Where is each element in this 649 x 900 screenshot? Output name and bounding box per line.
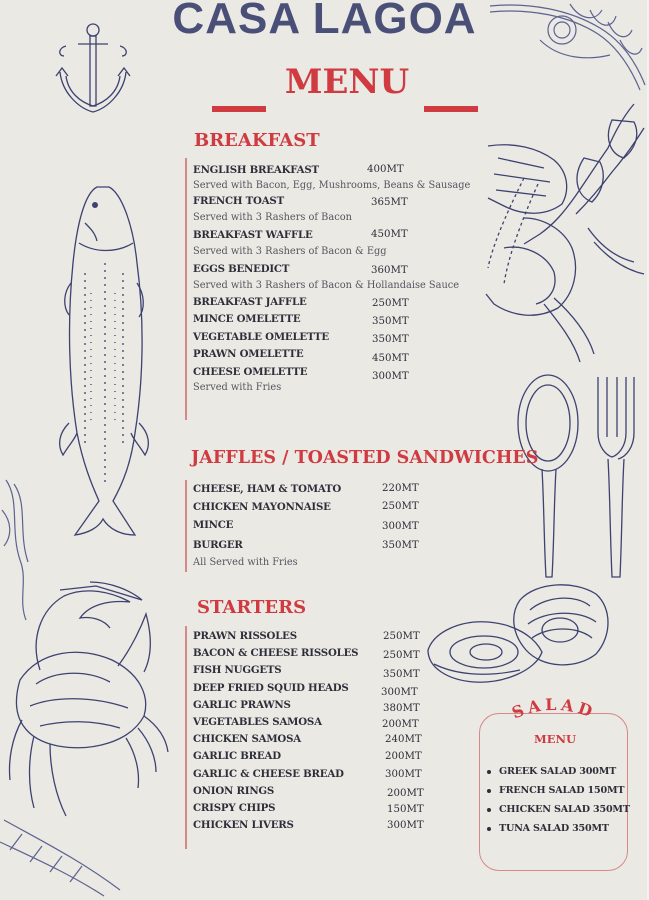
bullet-icon [487,827,491,831]
menu-item-name: GARLIC PRAWNS [193,699,291,711]
title-divider-right [424,106,478,112]
menu-item-name: DEEP FRIED SQUID HEADS [193,682,349,694]
starters-title: STARTERS [197,597,307,618]
list-item: CHICKEN SALAD 350MT [487,804,630,823]
menu-item-name: MINCE [193,519,234,531]
menu-item-price: 300MT [372,371,409,382]
oyster-illustration [424,580,614,690]
list-item: FRENCH SALAD 150MT [487,785,630,804]
menu-item-price: 300MT [385,769,422,780]
menu-item-desc: Served with 3 Rashers of Bacon & Egg [193,246,387,257]
menu-item-name: CHICKEN MAYONNAISE [193,501,331,513]
menu-item-name: BACON & CHEESE RISSOLES [193,647,359,659]
menu-item-name: GARLIC & CHEESE BREAD [193,768,344,780]
title-divider-left [212,106,266,112]
menu-title: MENU [284,62,410,102]
menu-item-price: 250MT [383,650,420,661]
salad-subtitle: MENU [534,732,577,746]
menu-item-name: CHEESE OMELETTE [193,366,308,378]
menu-item-price: 200MT [382,719,419,730]
menu-item-name: FRENCH TOAST [193,195,284,207]
menu-item-price: 300MT [382,521,419,532]
menu-item-name: PRAWN OMELETTE [193,348,304,360]
menu-item-name: VEGETABLES SAMOSA [193,716,322,728]
menu-item-price: 250MT [383,631,420,642]
list-item: GREEK SALAD 300MT [487,766,630,785]
menu-item-price: 365MT [371,197,408,208]
menu-item-price: 350MT [372,334,409,345]
menu-item-price: 400MT [367,164,404,175]
menu-item-name: ENGLISH BREAKFAST [193,164,319,176]
menu-item-name: BURGER [193,539,243,551]
menu-item-price: 250MT [382,501,419,512]
menu-item-price: 380MT [383,703,420,714]
bullet-icon [487,770,491,774]
crab-illustration [0,470,175,900]
menu-item-price: 200MT [387,788,424,799]
menu-item-name: EGGS BENEDICT [193,263,290,275]
salad-title [506,694,602,726]
menu-item-name: BREAKFAST WAFFLE [193,229,313,241]
menu-item-name: CHICKEN SAMOSA [193,733,301,745]
menu-item-price: 450MT [371,229,408,240]
lobster-illustration [484,98,647,373]
breakfast-title: BREAKFAST [194,130,320,151]
restaurant-name: CASA LAGOA [172,0,477,43]
menu-item-name: CRISPY CHIPS [193,802,276,814]
starters-rule [185,626,187,849]
bullet-icon [487,808,491,812]
menu-item-price: 350MT [382,540,419,551]
menu-item-name: FISH NUGGETS [193,664,282,676]
menu-item-name: PRAWN RISSOLES [193,630,297,642]
menu-item-name: GARLIC BREAD [193,750,281,762]
menu-item-name: BREAKFAST JAFFLE [193,296,307,308]
jaffles-title: JAFFLES / TOASTED SANDWICHES [191,448,539,468]
menu-item-price: 300MT [387,820,424,831]
menu-item-name: MINCE OMELETTE [193,313,301,325]
menu-item-price: 300MT [381,687,418,698]
bullet-icon [487,789,491,793]
menu-item-desc: Served with 3 Rashers of Bacon [193,212,352,223]
menu-item-desc: Served with Fries [193,382,282,393]
menu-item-name: ONION RINGS [193,785,275,797]
list-item: TUNA SALAD 350MT [487,823,630,842]
menu-item-price: 150MT [387,804,424,815]
menu-item-name: CHICKEN LIVERS [193,819,294,831]
menu-item-price: 200MT [385,751,422,762]
salad-list [487,766,630,842]
spoon-fork-illustration [512,373,642,583]
menu-item-price: 240MT [385,734,422,745]
menu-item-desc: Served with 3 Rashers of Bacon & Hollandaise Sauce [193,280,460,291]
menu-item-price: 360MT [371,265,408,276]
menu-item-price: 350MT [383,669,420,680]
menu-item-desc: Served with Bacon, Egg, Mushrooms, Beans & Sausage [193,180,471,191]
menu-item-price: 350MT [372,316,409,327]
menu-item-price: 250MT [372,298,409,309]
breakfast-rule [185,158,187,420]
jaffles-rule [185,480,187,572]
menu-item-name: CHEESE, HAM & TOMATO [193,483,342,495]
svg-text:SALAD: SALAD [509,694,599,723]
jaffles-note: All Served with Fries [193,557,298,568]
menu-item-price: 450MT [372,353,409,364]
menu-item-name: VEGETABLE OMELETTE [193,331,329,343]
menu-item-price: 220MT [382,483,419,494]
